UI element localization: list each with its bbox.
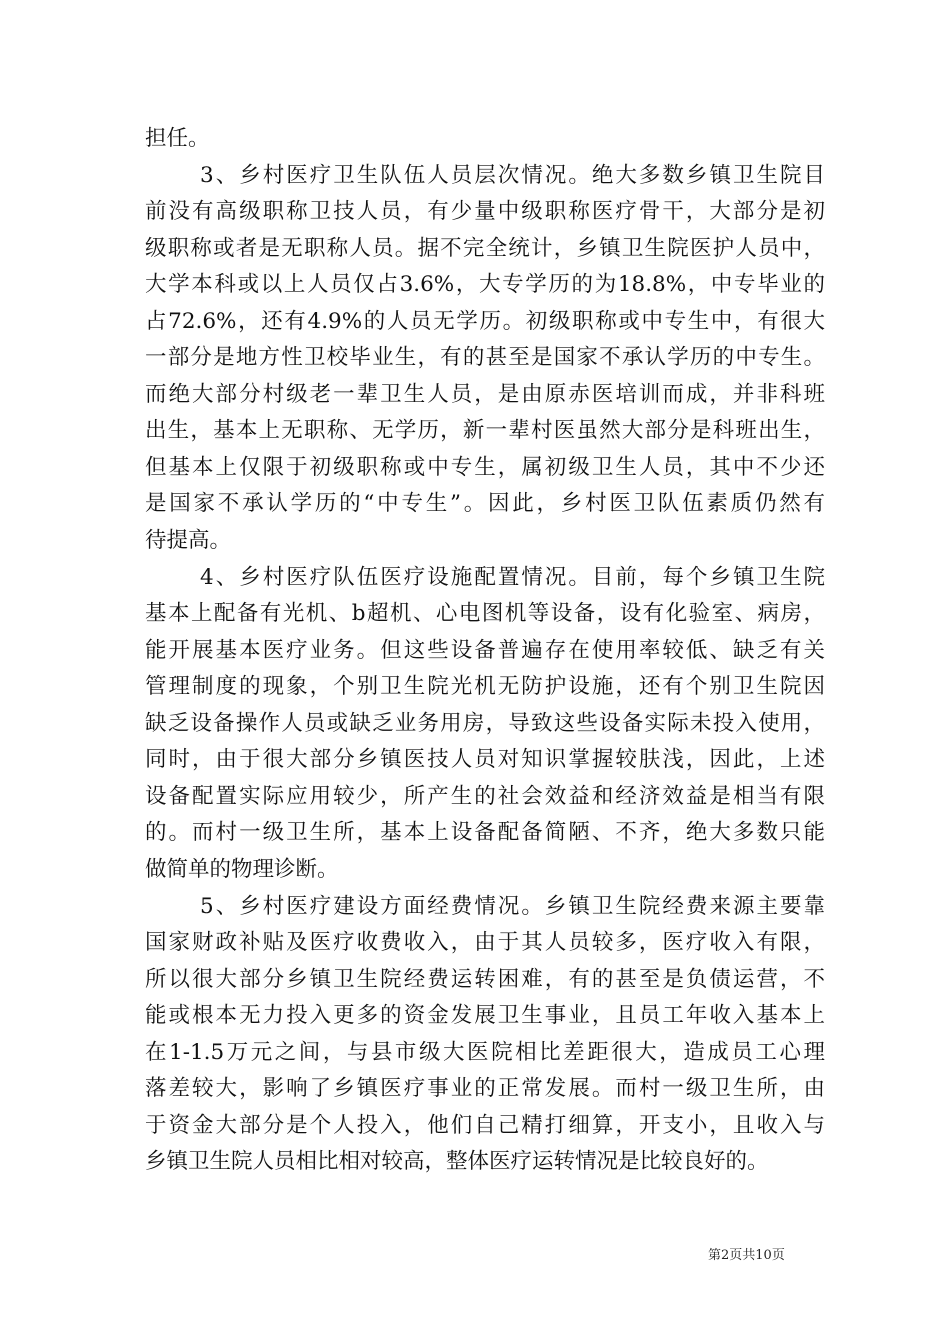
paragraph-line: 级职称或者是无职称人员。据不完全统计，乡镇卫生院医护人员中，: [145, 236, 825, 261]
paragraph-line: 的。而村一级卫生所，基本上设备配备简陋、不齐，绝大多数只能: [145, 820, 825, 845]
paragraph-line: 缺乏设备操作人员或缺乏业务用房，导致这些设备实际未投入使用，: [145, 711, 825, 736]
page-number-footer: 第2页共10页: [708, 1248, 785, 1263]
paragraph-line: 待提高。: [145, 528, 232, 553]
paragraph-line: 担任。: [145, 126, 210, 151]
paragraph-line: 一部分是地方性卫校毕业生，有的甚至是国家不承认学历的中专生。: [145, 345, 825, 370]
paragraph-line: 管理制度的现象，个别卫生院光机无防护设施，还有个别卫生院因: [145, 674, 825, 699]
paragraph-line: 所以很大部分乡镇卫生院经费运转困难，有的甚至是负债运营，不: [145, 967, 825, 992]
paragraph-line: 在1-1.5万元之间，与县市级大医院相比差距很大，造成员工心理: [145, 1040, 825, 1065]
paragraph-line: 设备配置实际应用较少，所产生的社会效益和经济效益是相当有限: [145, 784, 825, 809]
paragraph-line: 占72.6%，还有4.9%的人员无学历。初级职称或中专生中，有很大: [145, 309, 825, 334]
paragraph-line: 做简单的物理诊断。: [145, 857, 339, 882]
paragraph-line: 能开展基本医疗业务。但这些设备普遍存在使用率较低、缺乏有关: [145, 638, 825, 663]
paragraph-4-first-line: 4、乡村医疗队伍医疗设施配置情况。目前，每个乡镇卫生院: [200, 565, 825, 590]
paragraph-line: 落差较大，影响了乡镇医疗事业的正常发展。而村一级卫生所，由: [145, 1076, 825, 1101]
paragraph-line: 同时，由于很大部分乡镇医技人员对知识掌握较肤浅，因此，上述: [145, 747, 825, 772]
paragraph-line: 而绝大部分村级老一辈卫生人员，是由原赤医培训而成，并非科班: [145, 382, 825, 407]
paragraph-line: 但基本上仅限于初级职称或中专生，属初级卫生人员，其中不少还: [145, 455, 825, 480]
paragraph-line: 大学本科或以上人员仅占3.6%，大专学历的为18.8%，中专毕业的: [145, 272, 825, 297]
paragraph-line: 能或根本无力投入更多的资金发展卫生事业，且员工年收入基本上: [145, 1003, 825, 1028]
paragraph-line: 基本上配备有光机、b超机、心电图机等设备，设有化验室、病房，: [145, 601, 825, 626]
paragraph-line: 国家财政补贴及医疗收费收入，由于其人员较多，医疗收入有限，: [145, 930, 825, 955]
paragraph-line: 于资金大部分是个人投入，他们自己精打细算，开支小，且收入与: [145, 1113, 825, 1138]
paragraph-line: 是国家不承认学历的“中专生”。因此，乡村医卫队伍素质仍然有: [145, 491, 825, 516]
paragraph-5-first-line: 5、乡村医疗建设方面经费情况。乡镇卫生院经费来源主要靠: [200, 894, 825, 919]
paragraph-line: 乡镇卫生院人员相比相对较高，整体医疗运转情况是比较良好的。: [145, 1149, 769, 1174]
paragraph-line: 前没有高级职称卫技人员，有少量中级职称医疗骨干，大部分是初: [145, 199, 825, 224]
paragraph-line: 出生，基本上无职称、无学历，新一辈村医虽然大部分是科班出生，: [145, 418, 825, 443]
paragraph-3-first-line: 3、乡村医疗卫生队伍人员层次情况。绝大多数乡镇卫生院目: [200, 163, 825, 188]
